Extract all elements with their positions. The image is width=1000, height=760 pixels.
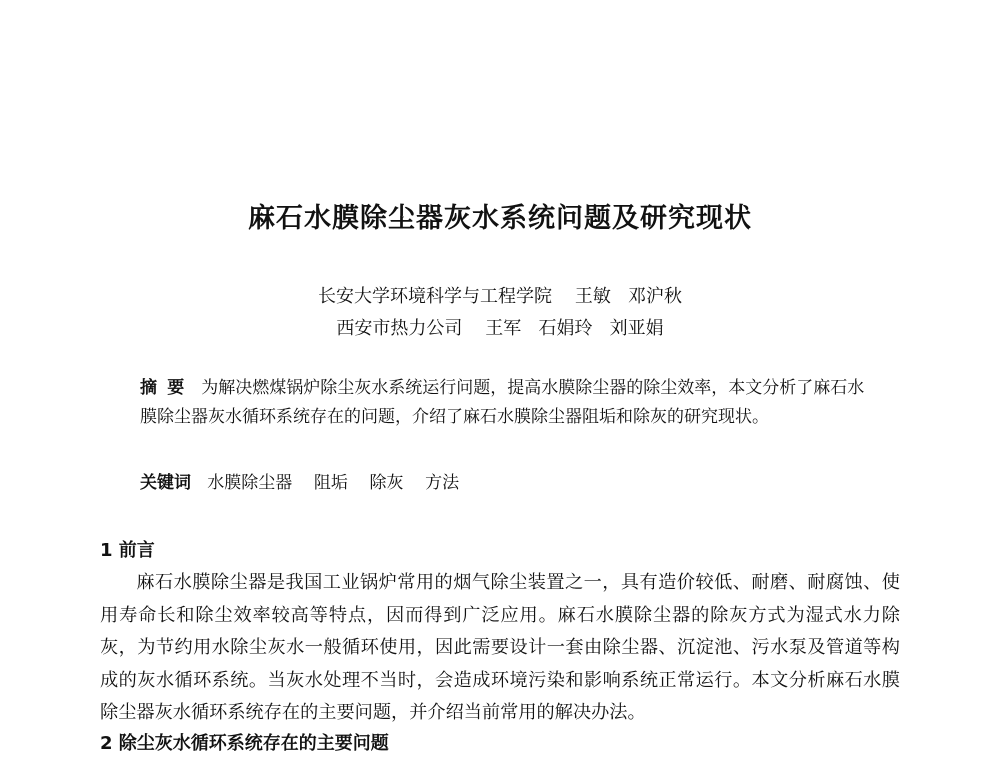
affiliation-line-1: 长安大学环境科学与工程学院 王敏 邓沪秋 <box>317 286 683 307</box>
section-heading-introduction: 1 前言 <box>100 540 155 561</box>
keywords-label: 关键词 <box>140 473 191 493</box>
section-body-introduction: 麻石水膜除尘器是我国工业锅炉常用的烟气除尘装置之一，具有造价较低、耐磨、耐腐蚀、使用寿命长和除尘效率较高等特点，因而得到广泛应用。麻石水膜除尘器的除灰方式为湿式水力除灰，为节约用水除尘灰水一般循环使用，因此需要设计一套由除尘器、沉淀池、污水泵及管道等构成的灰水循环系统。当灰水处理不当时，会造成环境污染和影响系统正常运行。本文分析麻石水膜除尘器灰水循环系统存在的主要问题，并介绍当前常用的解决办法。 <box>100 572 900 723</box>
keywords-text: 水膜除尘器 阻垢 除灰 方法 <box>207 473 460 493</box>
section-heading-problems: 2 除尘灰水循环系统存在的主要问题 <box>100 733 389 754</box>
abstract-text: 为解决燃煤锅炉除尘灰水系统运行问题，提高水膜除尘器的除尘效率，本文分析了麻石水膜除尘器灰水循环系统存在的问题，介绍了麻石水膜除尘器阻垢和除灰的研究现状。 <box>140 378 865 427</box>
keywords-block <box>140 468 459 493</box>
abstract-label: 摘要 <box>140 378 195 398</box>
paper-title: 麻石水膜除尘器灰水系统问题及研究现状 <box>248 203 752 234</box>
abstract-block <box>140 374 880 432</box>
affiliation-line-2: 西安市热力公司 王军 石娟玲 刘亚娟 <box>336 318 664 339</box>
